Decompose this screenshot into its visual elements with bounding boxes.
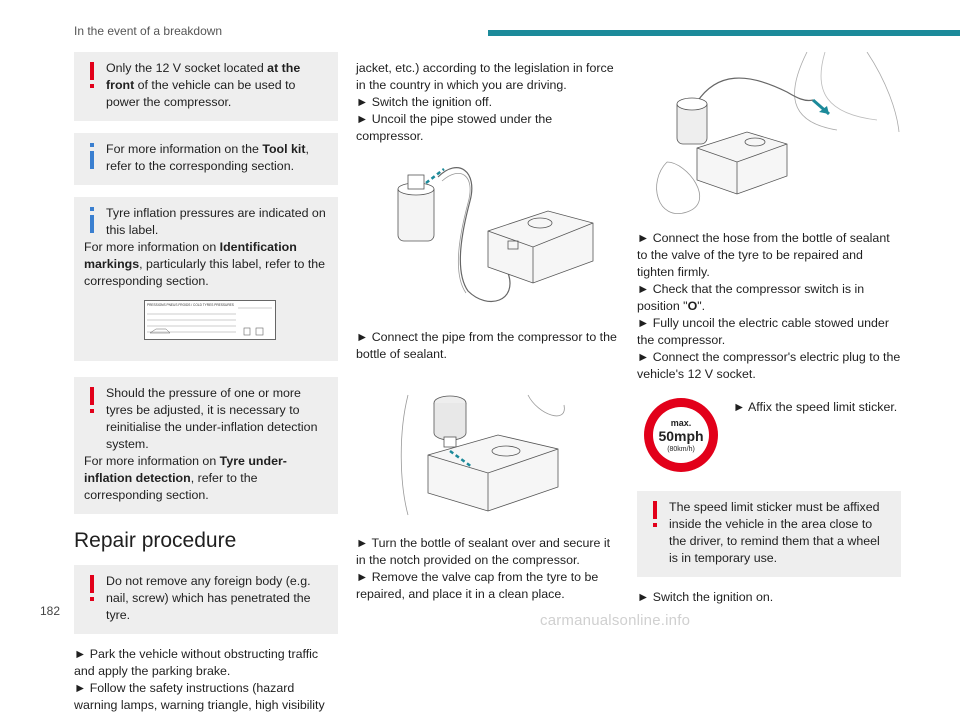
speed-sticker-row (637, 395, 901, 485)
tyre-pressure-label-image (144, 300, 276, 340)
note-text: The speed limit sticker must be affixed inside the vehicle in the area close to the driver, to remind them that a wheel is in temporary use. (669, 500, 880, 565)
note-text: For more information on (84, 454, 220, 468)
step-text: ► Uncoil the pipe stowed under the compressor. (356, 112, 553, 143)
column-middle (356, 52, 620, 603)
step-text: ► Turn the bottle of sealant over and secure it in the notch provided on the compressor. (356, 536, 611, 567)
watermark: carmanualsonline.info (540, 612, 691, 629)
compressor-pipe-illustration (378, 161, 598, 311)
note-bold: Tyre under-inflation detection (84, 454, 287, 485)
section-header: In the event of a breakdown (74, 24, 223, 38)
step-text: ► Connect the hose from the bottle of sealant to the valve of the tyre to be repaired and tighten firmly. (637, 231, 890, 279)
info-text: For more information on (84, 240, 220, 254)
info-bold: Tool kit (262, 142, 306, 156)
header-accent-bar (488, 30, 960, 36)
info-bold: Identification markings (84, 240, 297, 271)
warning-icon (85, 62, 99, 92)
warning-icon (85, 387, 99, 417)
warning-note-foreign-body (74, 565, 338, 634)
warning-note-socket (74, 52, 338, 121)
info-note-toolkit (74, 133, 338, 185)
step-text-part: ► Check that the compressor switch is in position " (637, 282, 865, 313)
sticker-max: max. (670, 418, 692, 428)
info-text: , refer to the corresponding section. (106, 142, 309, 173)
step-text: ► Remove the valve cap from the tyre to be repaired, and place it in a clean place. (356, 570, 599, 601)
info-note-pressures (74, 197, 338, 361)
page-number: 182 (40, 604, 61, 618)
sealant-bottle-illustration (388, 375, 588, 525)
step-text: ► Fully uncoil the electric cable stowed under the compressor. (637, 316, 889, 347)
step-text: ► Connect the compressor's electric plug to the vehicle's 12 V socket. (637, 350, 901, 381)
note-text: Do not remove any foreign body (e.g. nail, screw) which has penetrated the tyre. (106, 574, 311, 622)
warning-icon (648, 501, 662, 531)
warning-icon (85, 575, 99, 605)
column-right (637, 52, 901, 606)
step-text: ► Switch the ignition on. (637, 590, 774, 604)
step-text-part: ". (697, 299, 706, 313)
step-text: ► Affix the speed limit sticker. (733, 400, 898, 414)
note-text: Should the pressure of one or more tyres be adjusted, it is necessary to reinitialise the under-inflation detection system. (106, 386, 318, 451)
hose-to-tyre-illustration (637, 52, 901, 222)
step-text (637, 281, 901, 315)
section-heading: Repair procedure (74, 529, 237, 552)
step-text: ► Connect the pipe from the compressor to the bottle of sealant. (356, 330, 617, 361)
warning-note-reinitialise (74, 377, 338, 514)
label-title: PRESSIONS PNEUS FROIDS / COLD TYRES PRESSURES (147, 303, 234, 307)
info-text: , particularly this label, refer to the corresponding section. (84, 257, 326, 288)
info-text: For more information on the (106, 142, 263, 156)
step-text: ► Follow the safety instructions (hazard warning lamps, warning triangle, high visibility (74, 681, 325, 712)
switch-position: O (687, 299, 698, 313)
step-text: ► Switch the ignition off. (356, 95, 493, 109)
note-bold: at the front (106, 61, 301, 92)
step-text: ► Park the vehicle without obstructing traffic and apply the parking brake. (74, 647, 319, 678)
column-left (74, 52, 338, 714)
info-icon (85, 143, 99, 173)
speed-limit-sticker (641, 395, 721, 475)
warning-note-sticker (637, 491, 901, 577)
note-text: , refer to the corresponding section. (84, 471, 258, 502)
step-text: jacket, etc.) according to the legislation in force in the country in which you are driving. (356, 61, 614, 92)
sticker-speed: 50mph (658, 428, 704, 444)
info-text: Tyre inflation pressures are indicated on this label. (106, 206, 326, 237)
sticker-kmh: (80km/h) (667, 446, 695, 453)
note-text: Only the 12 V socket located (106, 61, 268, 75)
info-icon (85, 207, 99, 237)
note-text: of the vehicle can be used to power the compressor. (106, 78, 296, 109)
